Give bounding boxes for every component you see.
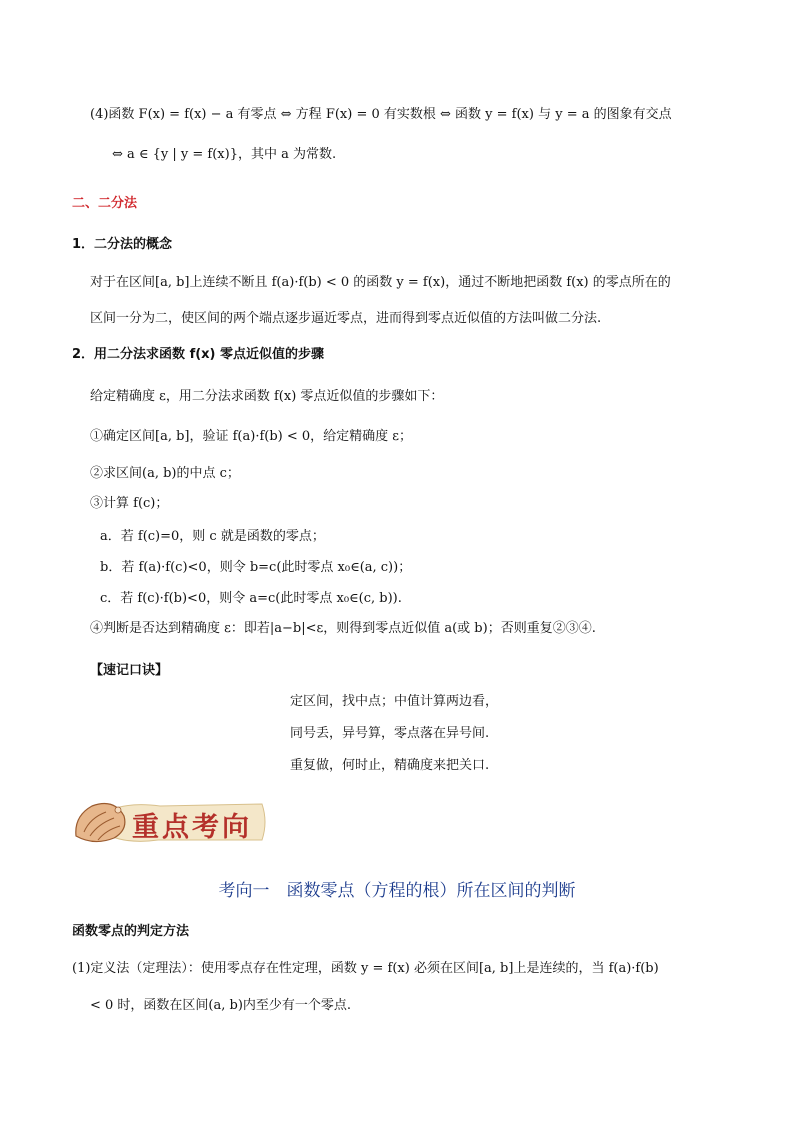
focus-banner [70,796,270,848]
sub1-line1: 对于在区间[a, b]上连续不断且 f(a)·f(b) < 0 的函数 y = f(x)，通过不断地把函数 f(x) 的零点所在的 [90,275,671,290]
mnemonic-title: 【速记口诀】 [90,663,169,678]
step-3c: c．若 f(c)·f(b)<0，则令 a=c(此时零点 x₀∈(c, b)). [100,591,402,606]
sub1-title: 1．二分法的概念 [72,237,173,252]
step-3a: a．若 f(c)=0，则 c 就是函数的零点； [100,529,325,544]
sub2-title: 2．用二分法求函数 f(x) 零点近似值的步骤 [72,347,325,362]
method-line1: (1)定义法（定理法）：使用零点存在性定理，函数 y = f(x) 必须在区间[a, b]上是连续的，当 f(a)·f(b) [72,961,659,976]
paragraph-4-line1: (4)函数 F(x) = f(x) − a 有零点 ⇔ 方程 F(x) = 0 有实数根 ⇔ 函数 y = f(x) 与 y = a 的图象有交点 [90,107,672,122]
step-1: ①确定区间[a, b]，验证 f(a)·f(b) < 0，给定精确度 ε； [90,429,413,444]
step-3: ③计算 f(c)； [90,496,169,511]
mnemonic-line-1: 定区间，找中点；中值计算两边看， [290,694,499,709]
method-title: 函数零点的判定方法 [72,924,190,939]
sub2-intro: 给定精确度 ε，用二分法求函数 f(x) 零点近似值的步骤如下： [90,389,444,404]
conch-shell-icon [76,804,125,842]
step-4: ④判断是否达到精确度 ε：即若|a−b|<ε，则得到零点近似值 a(或 b)；否则重复②③④. [90,621,596,636]
paragraph-4-line2: ⇔ a ∈ {y | y = f(x)}，其中 a 为常数. [112,147,337,162]
section-2-title: 二、二分法 [72,196,138,211]
mnemonic-line-3: 重复做，何时止，精确度来把关口. [290,758,490,773]
step-2: ②求区间(a, b)的中点 c； [90,466,240,481]
sub1-line2: 区间一分为二，使区间的两个端点逐步逼近零点，进而得到零点近似值的方法叫做二分法. [90,311,602,326]
banner-text: 重点考向 [132,812,252,843]
kaoxiang-title: 考向一 函数零点（方程的根）所在区间的判断 [218,881,576,901]
step-3b: b．若 f(a)·f(c)<0，则令 b=c(此时零点 x₀∈(a, c))； [100,560,412,575]
mnemonic-line-2: 同号丢，异号算，零点落在异号间. [290,726,490,741]
method-line2: < 0 时，函数在区间(a, b)内至少有一个零点. [90,998,352,1013]
